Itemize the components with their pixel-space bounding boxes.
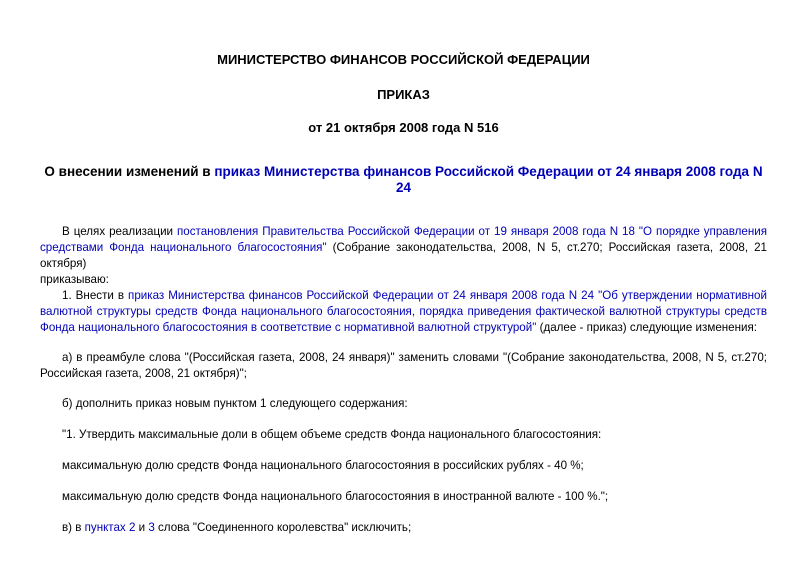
- quote-paragraph-2: максимальную долю средств Фонда национального благосостояния в российских рублях - 40 %;: [62, 459, 584, 472]
- item-1-suffix: (далее - приказ) следующие изменения:: [536, 321, 757, 334]
- title-order-link[interactable]: приказ Министерства финансов Российской Федерации от 24 января 2008 года N 24: [214, 164, 763, 195]
- item-1-paragraph: [40, 288, 767, 336]
- preamble-decree-link[interactable]: постановления Правительства Российской Федерации от 19 января 2008 года N 18 "О порядке управления средствами Фонда национального благосостояния": [40, 225, 767, 254]
- item-v-prefix: в) в: [62, 521, 85, 534]
- doc-date-heading: от 21 октября 2008 года N 516: [308, 120, 499, 135]
- item-v-link-points-2[interactable]: пунктах 2: [84, 521, 136, 534]
- item-1-order-link[interactable]: приказ Министерства финансов Российской Федерации от 24 января 2008 года N 24 "Об утверждении нормативной валютной структуры средств Фонда национального благосостояния, порядка приведения фактической валютной структуры средств Фонда национального благосостояния в соответствие с нормативной валютной структурой": [40, 289, 767, 334]
- preamble-prefix: В целях реализации: [62, 225, 178, 238]
- quote-paragraph-1: "1. Утвердить максимальные доли в общем объеме средств Фонда национального благосостояния:: [62, 428, 602, 441]
- item-v-paragraph: [40, 520, 767, 536]
- title-prefix: О внесении изменений в: [44, 164, 215, 179]
- preamble-paragraph: [40, 224, 767, 272]
- document-title: [40, 164, 767, 196]
- quote-paragraph-3: максимальную долю средств Фонда национального благосостояния в иностранной валюте - 100 %.";: [62, 490, 609, 503]
- ministry-heading: МИНИСТЕРСТВО ФИНАНСОВ РОССИЙСКОЙ ФЕДЕРАЦИИ: [217, 52, 590, 67]
- order-word: приказываю:: [40, 273, 109, 286]
- item-1-prefix: 1. Внести в: [62, 289, 129, 302]
- item-b-paragraph: б) дополнить приказ новым пунктом 1 следующего содержания:: [62, 397, 408, 410]
- item-v-suffix: слова "Соединенного королевства" исключить;: [154, 521, 412, 534]
- preamble-suffix: (Собрание законодательства, 2008, N 5, ст.270; Российская газета, 2008, 21 октября): [40, 241, 767, 270]
- item-v-mid: и: [135, 521, 149, 534]
- item-v-link-point-3[interactable]: 3: [148, 521, 155, 534]
- item-a-paragraph: а) в преамбуле слова "(Российская газета, 2008, 24 января)" заменить словами "(Собрание законодательства, 2008, N 5, ст.270; Российская газета, 2008, 21 октября)";: [40, 351, 767, 380]
- doc-type-heading: ПРИКАЗ: [377, 87, 430, 102]
